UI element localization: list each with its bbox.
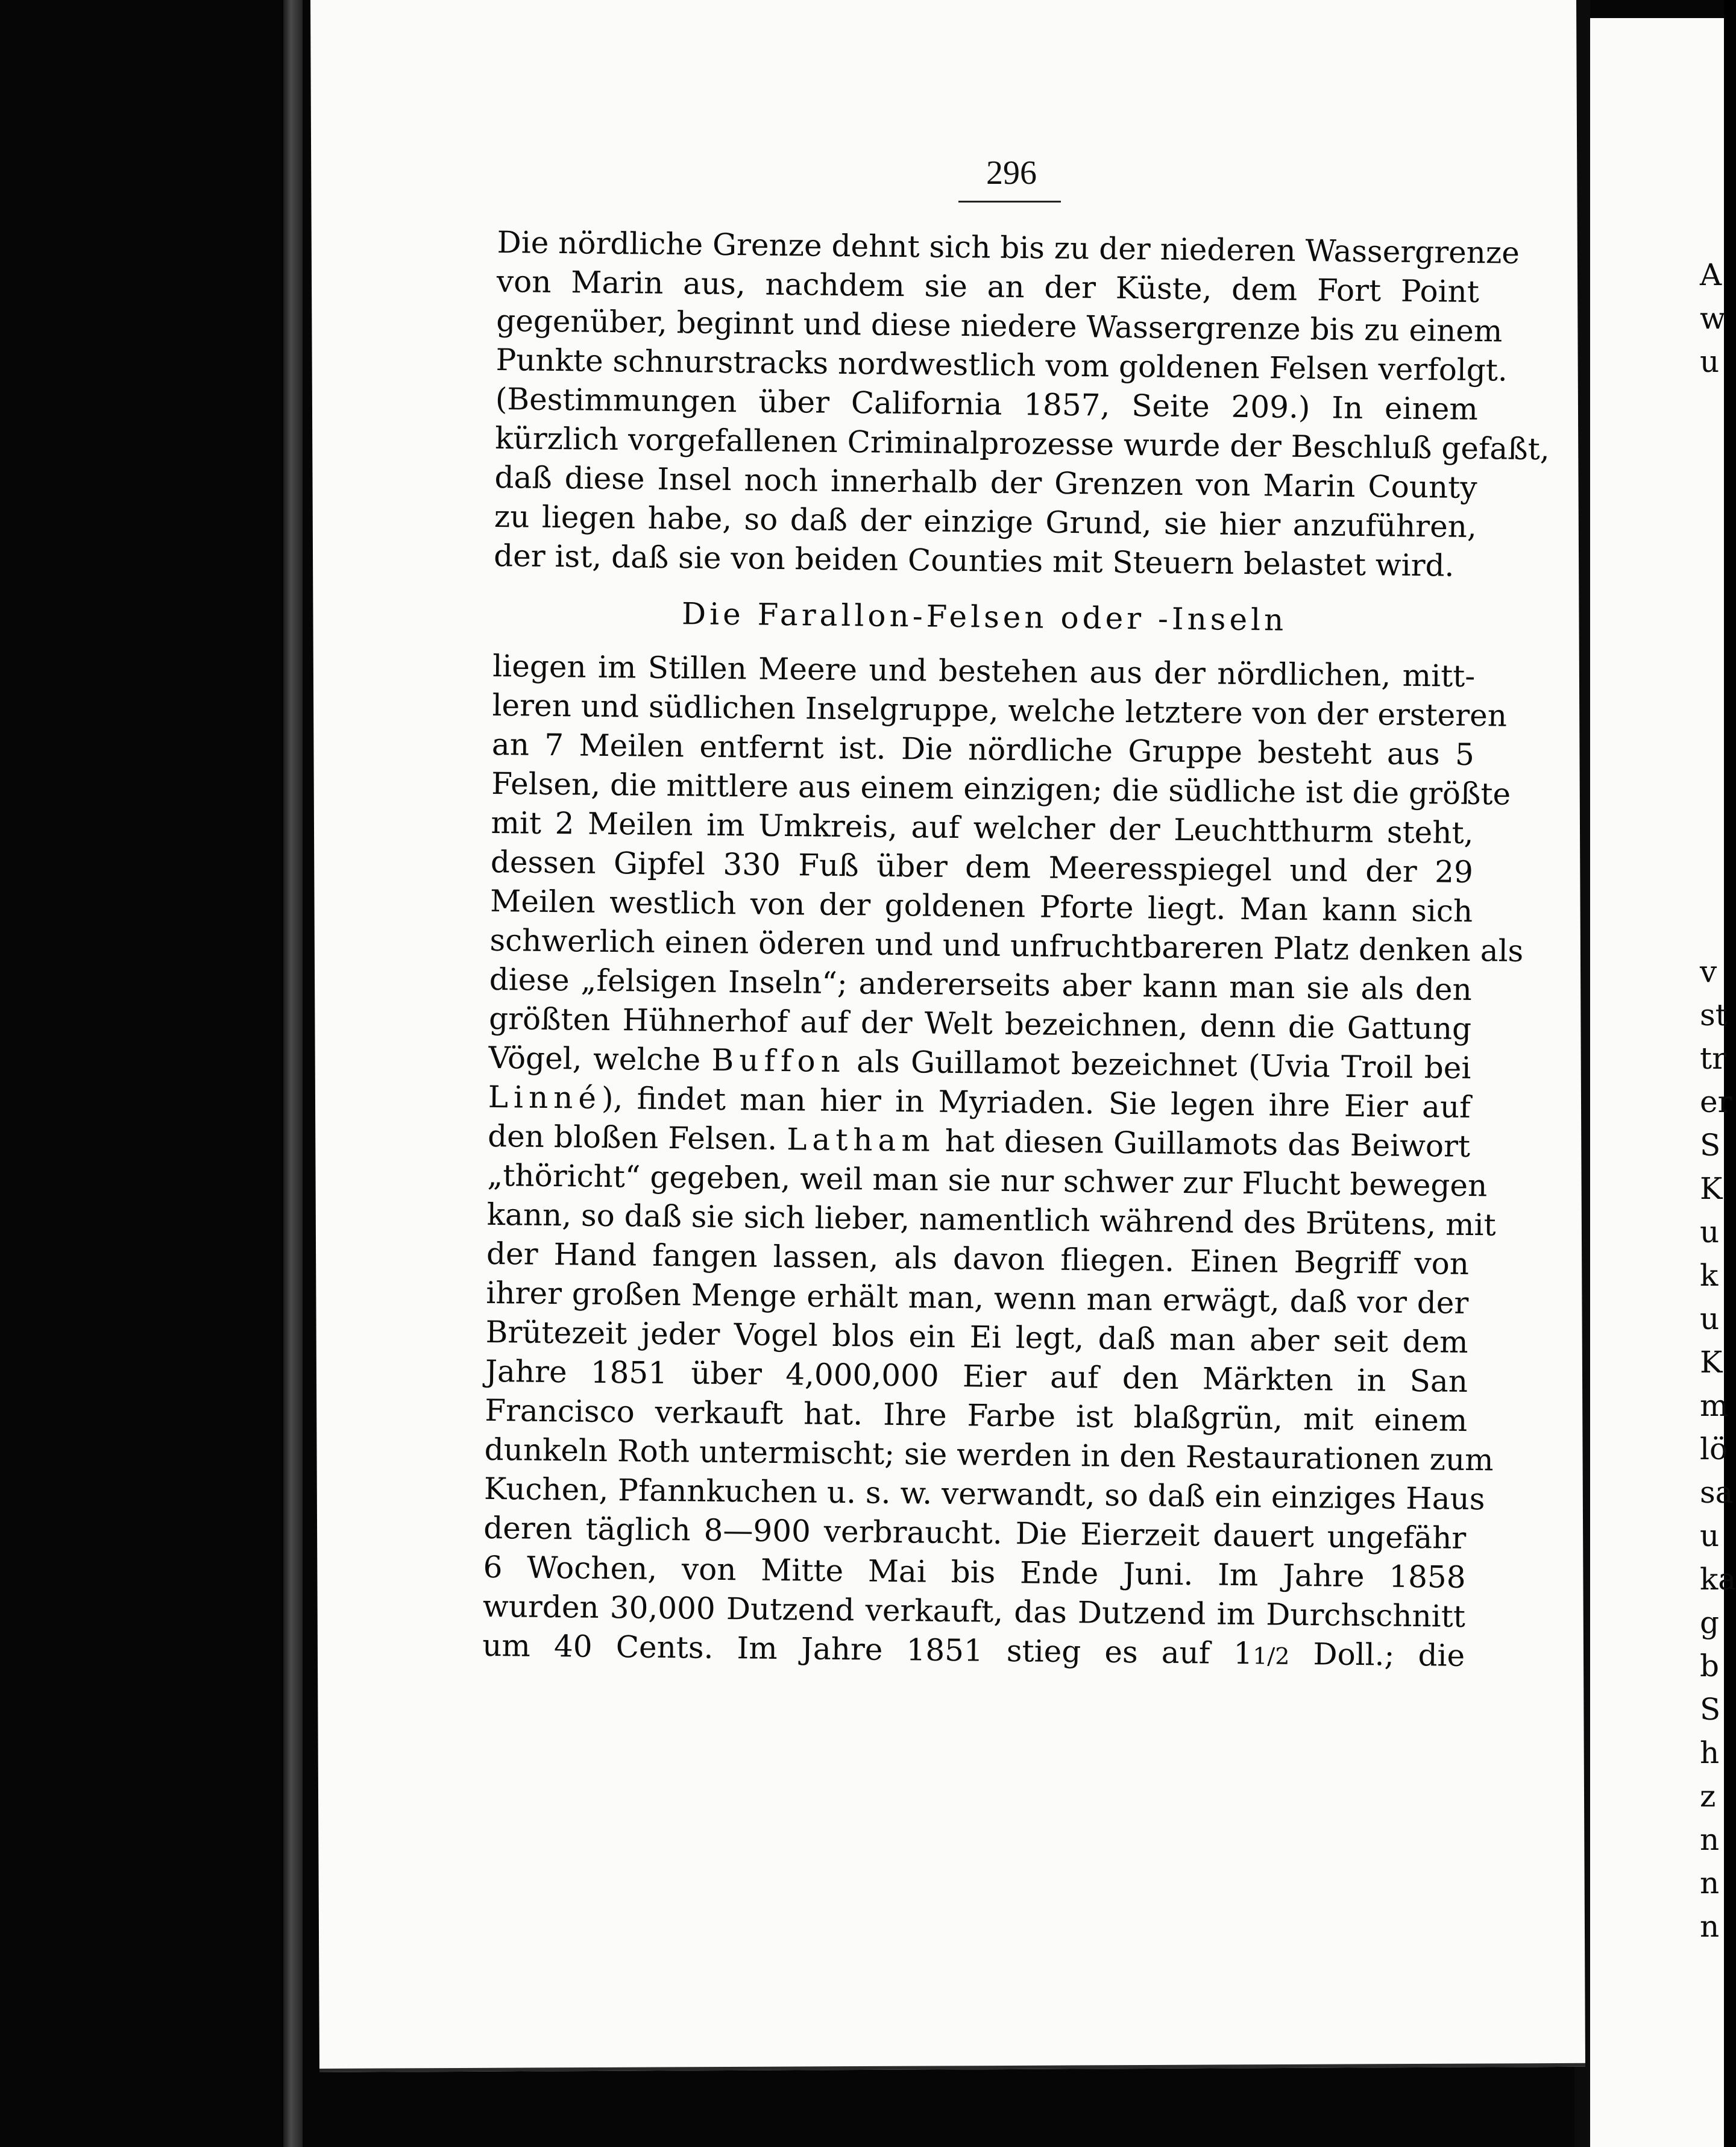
fragment-gap (1700, 383, 1736, 950)
fragment: ka (1700, 1562, 1736, 1597)
book-spine-edge (283, 0, 303, 2147)
text-fragment: als Guillamot bezeichnet (Uvia Troil bei (845, 1044, 1471, 1086)
text-line: Punkte schnurstracks nordwestlich vom goldenen Felsen verfolgt. (495, 342, 1508, 388)
text-line: an 7 Meilen entfernt ist. Die nördliche Gruppe besteht aus 5 (491, 726, 1475, 773)
fragment: u (1700, 344, 1720, 379)
text-line: dunkeln Roth untermischt; sie werden in den Restaurationen zum (484, 1432, 1494, 1478)
fragment: u (1700, 1518, 1720, 1553)
text-fragment: Vögel, welche (488, 1040, 712, 1078)
text-line: der Hand fangen lassen, als davon fliegen. Einen Begriff von (486, 1236, 1470, 1281)
page-number: 296 (986, 154, 1037, 192)
fragment: st (1700, 998, 1728, 1033)
section-heading: Die Farallon-Felsen oder -Inseln (681, 596, 1288, 638)
page-number-rule (958, 201, 1061, 203)
text-line: 6 Wochen, von Mitte Mai bis Ende Juni. Im Jahre 1858 (483, 1549, 1466, 1595)
paragraph-farallon (482, 647, 1524, 1676)
text-line: größten Hühnerhof auf der Welt bezeichnen, denn die Gattung (488, 1001, 1472, 1046)
fragment: m (1700, 1388, 1729, 1423)
fragment: n (1700, 1866, 1720, 1900)
fragment: g (1700, 1605, 1720, 1640)
text-line: liegen im Stillen Meere und bestehen aus der nördlichen, mitt- (492, 648, 1476, 694)
text-fragment: ), findet man hier in Myriaden. Sie legen ihre Eier auf (601, 1080, 1471, 1125)
fragment: sa (1700, 1475, 1734, 1510)
text-line: (Bestimmungen über California 1857, Seite 209.) In einem (495, 381, 1479, 427)
text-line: Francisco verkauft hat. Ihre Farbe ist blaßgrün, mit einem (485, 1392, 1468, 1438)
fragment: w (1700, 301, 1726, 336)
fragment: S (1700, 1128, 1721, 1163)
text-line: leren und südlichen Inselgruppe, welche letztere von der ersteren (492, 687, 1508, 734)
fragment: K (1700, 1171, 1723, 1206)
text-line: gegenüber, beginnt und diese niedere Wassergrenze bis zu einem (495, 303, 1503, 349)
fragment: er (1700, 1084, 1732, 1119)
text-line: Kuchen, Pfannkuchen u. s. w. verwandt, so daß ein einziges Haus (483, 1471, 1485, 1517)
adjacent-page-text-fragments (1700, 253, 1736, 1948)
fragment: u (1700, 1215, 1720, 1250)
text-line: Die nördliche Grenze dehnt sich bis zu der niederen Wassergrenze (497, 224, 1520, 271)
paragraph-grenze (493, 223, 1550, 586)
text-line: von Marin aus, nachdem sie an der Küste, dem Fort Point (496, 263, 1480, 310)
fraction-half: 1/2 (1252, 1642, 1290, 1670)
text-line: daß diese Insel noch innerhalb der Grenzen von Marin County (494, 459, 1477, 506)
text-line: schwerlich einen öderen und und unfruchtbareren Platz denken als (489, 922, 1524, 969)
fragment: K (1700, 1345, 1723, 1380)
text-fragment: den bloßen Felsen. (487, 1118, 787, 1157)
fragment: lö (1700, 1432, 1728, 1466)
text-line: Brütezeit jeder Vogel blos ein Ei legt, daß man aber seit dem (485, 1314, 1468, 1360)
text-line: Meilen westlich von der goldenen Pforte liegt. Man kann sich (489, 883, 1473, 929)
fragment: u (1700, 1301, 1720, 1336)
text-line: wurden 30,000 Dutzend verkauft, das Dutzend im Durchschnitt (482, 1588, 1466, 1634)
text-line: ihrer großen Menge erhält man, wenn man erwägt, daß vor der (486, 1275, 1469, 1321)
text-line: deren täglich 8—900 verbraucht. Die Eierzeit dauert ungefähr (483, 1510, 1467, 1556)
fragment: tr (1700, 1041, 1726, 1076)
fragment: S (1700, 1692, 1721, 1727)
fragment: b (1700, 1649, 1720, 1683)
fragment: h (1700, 1735, 1720, 1770)
text-line: diese „felsigen Inseln“; andererseits aber kann man sie als den (489, 961, 1473, 1007)
text-line: Felsen, die mittlere aus einem einzigen; die südliche ist die größte (491, 765, 1511, 812)
spaced-name-buffon: Buffon (711, 1042, 846, 1080)
fragment: v (1700, 954, 1717, 989)
text-line: kürzlich vorgefallenen Criminalprozesse wurde der Beschluß gefaßt, (494, 420, 1550, 467)
text-fragment: Doll.; die (1289, 1636, 1465, 1673)
fragment: z (1700, 1779, 1716, 1814)
text-line: mit 2 Meilen im Umkreis, auf welcher der Leuchtthurm steht, (491, 805, 1474, 851)
text-line: dessen Gipfel 330 Fuß über dem Meeresspiegel und der 29 (490, 844, 1474, 890)
fragment: k (1700, 1258, 1719, 1293)
fragment: A (1700, 257, 1722, 292)
text-line: Jahre 1851 über 4,000,000 Eier auf den Märkten in San (485, 1353, 1468, 1399)
spaced-name-linne: Linné (488, 1079, 602, 1116)
fragment: n (1700, 1909, 1720, 1944)
fragment: n (1700, 1822, 1720, 1857)
text-line: zu liegen habe, so daß der einzige Grund, sie hier anzuführen, (494, 498, 1477, 545)
text-fragment: hat diesen Guillamots das Beiwort (935, 1123, 1471, 1164)
text-line: „thöricht“ gegeben, weil man sie nur schwer zur Flucht bewegen (487, 1157, 1488, 1204)
text-line: kann, so daß sie sich lieber, namentlich während des Brütens, mit (486, 1196, 1496, 1243)
text-line: der ist, daß sie von beiden Counties mit Steuern belastet wird. (493, 538, 1455, 583)
text-fragment: um 40 Cents. Im Jahre 1851 stieg es auf 1 (482, 1627, 1253, 1671)
spaced-name-latham: Latham (786, 1122, 936, 1158)
page-body-text (482, 223, 1550, 1676)
